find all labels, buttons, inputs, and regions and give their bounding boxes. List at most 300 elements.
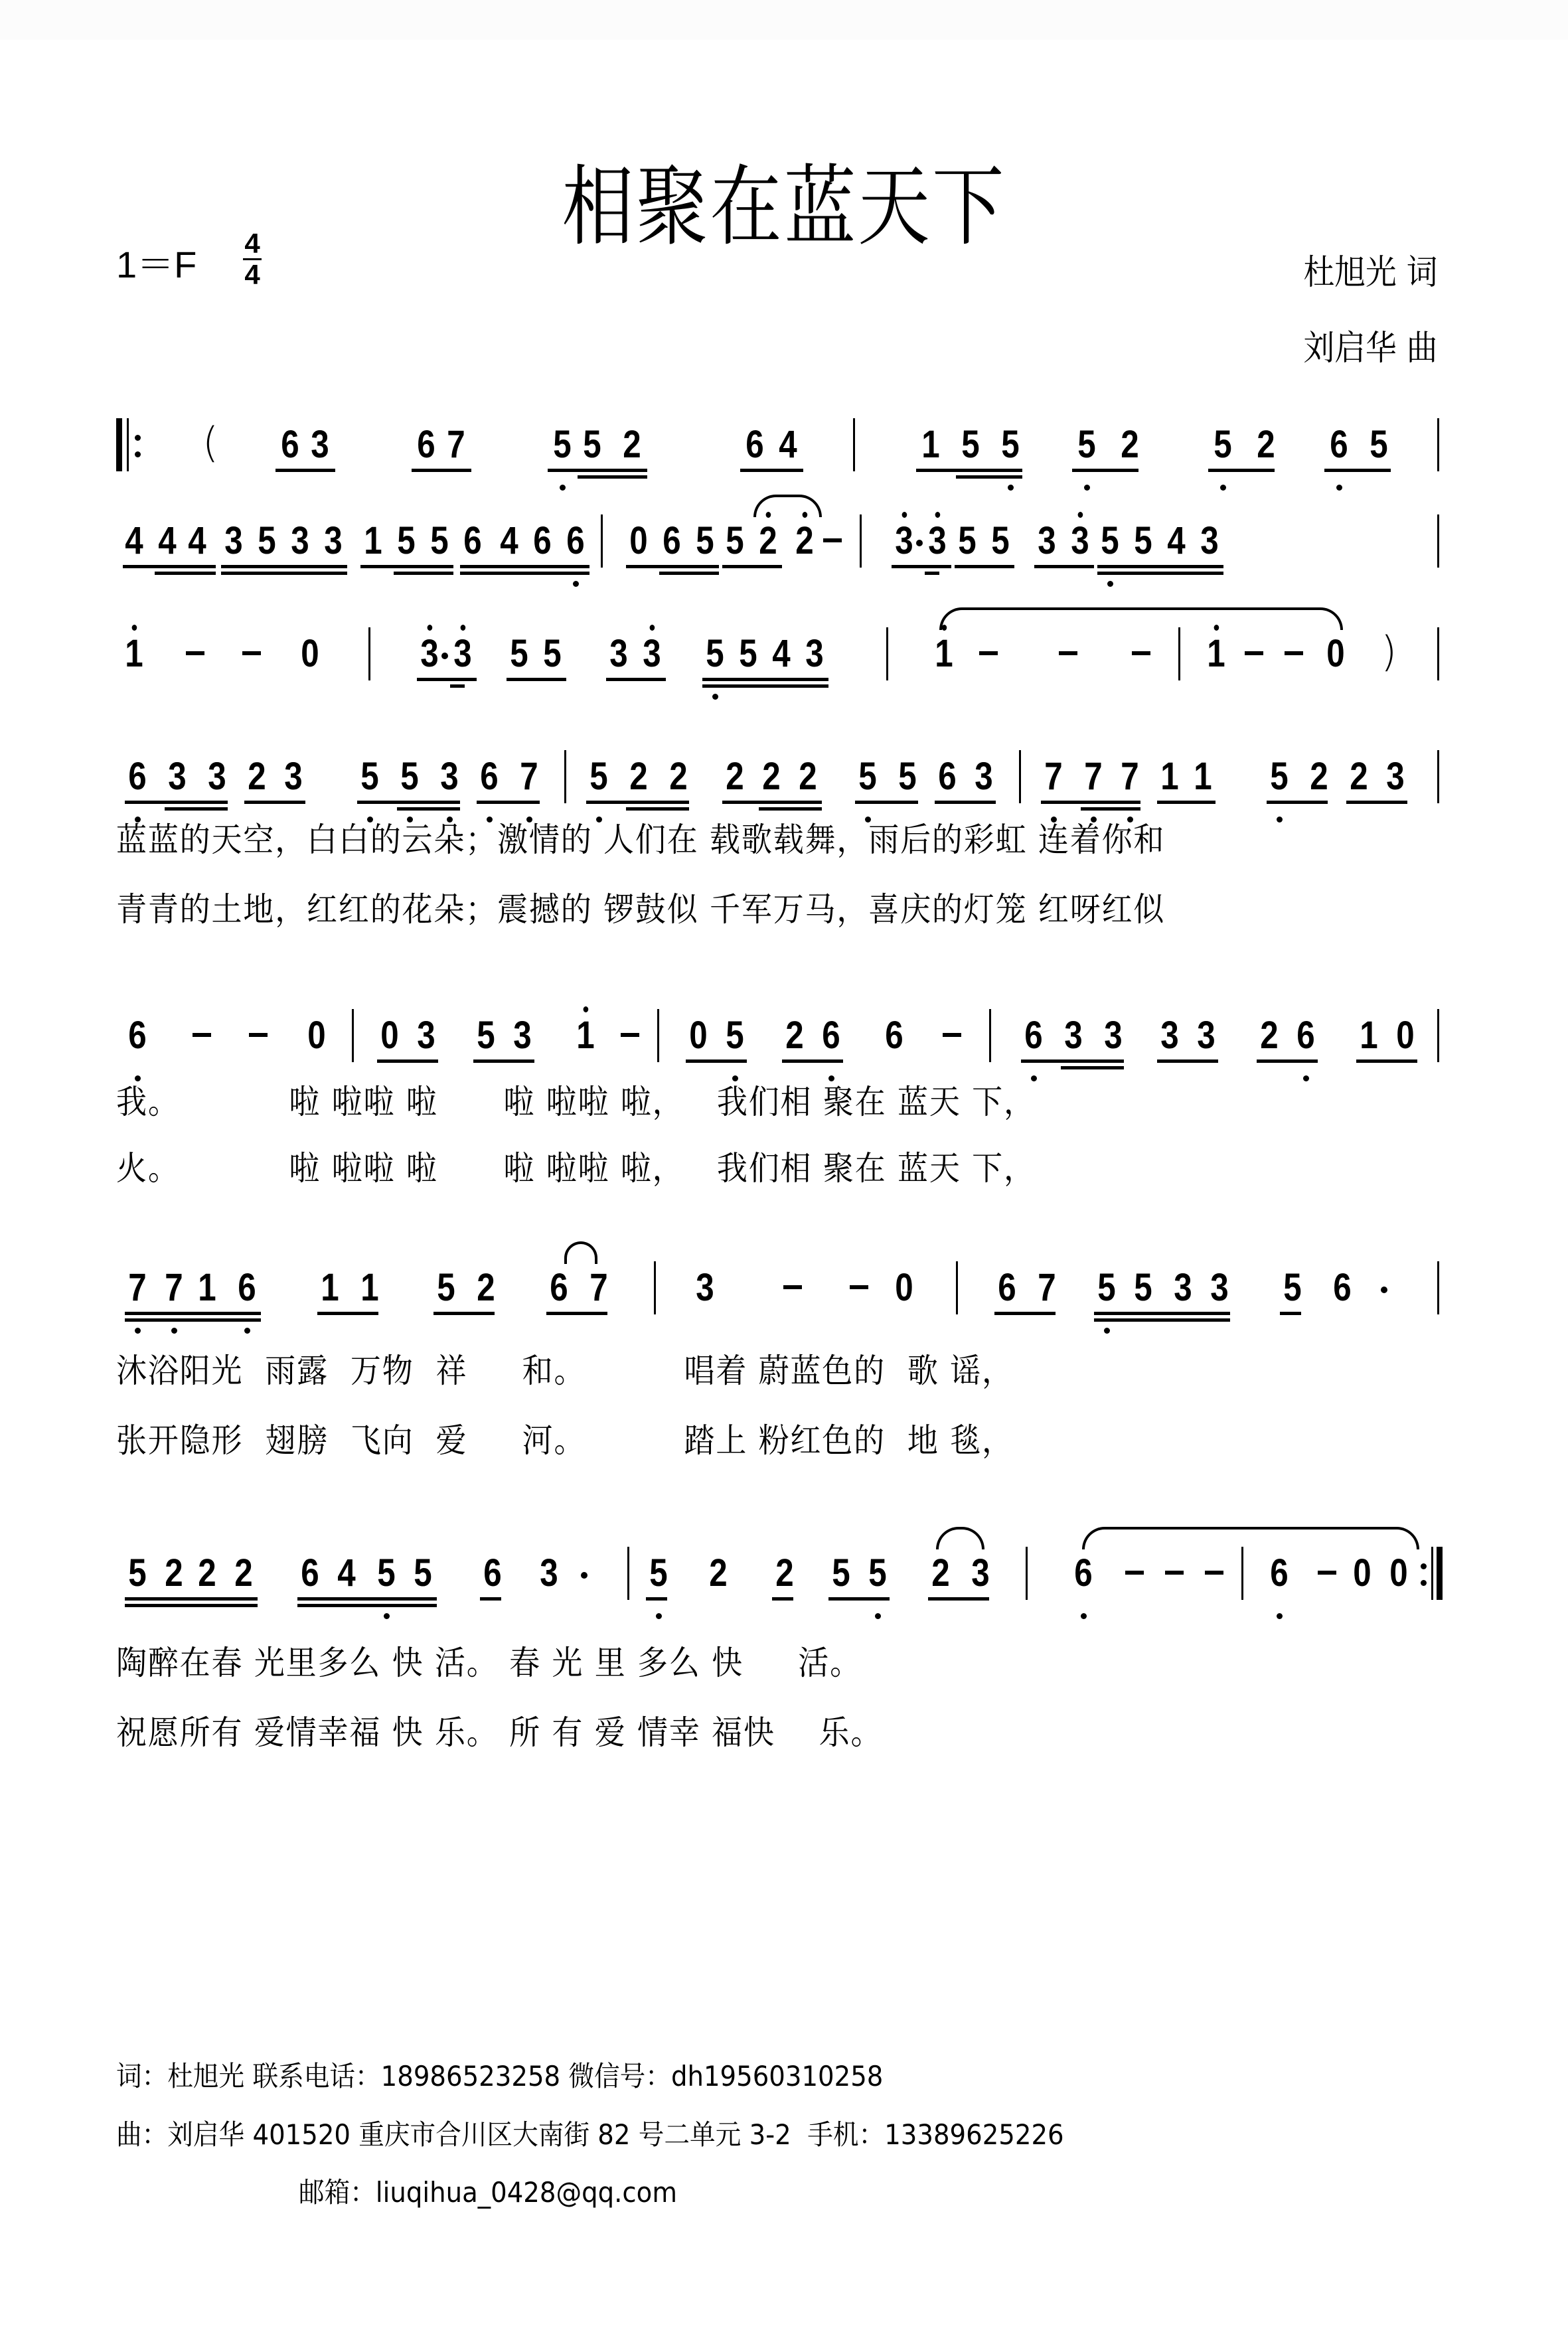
low-octave-dot-icon [1084,485,1090,491]
augmentation-dot-icon [1381,1287,1387,1293]
note: 5 [832,1551,850,1595]
note: 0 [301,632,319,675]
duration-underline [772,1597,793,1601]
note: 1 [360,1266,379,1309]
note: 3 [895,521,914,561]
low-octave-dot-icon [1277,1613,1283,1619]
note: 5 [128,1551,147,1595]
barline [1178,627,1180,680]
note: 5 [553,423,572,466]
barline [657,1009,659,1062]
note: 5 [1097,1266,1116,1309]
note: 7 [520,755,538,798]
key-signature: 1＝F [116,244,197,285]
duration-underline [244,801,305,804]
sustain-dash [943,1033,961,1037]
note: 5 [543,632,562,675]
note: 3 [420,634,439,674]
note: 1 [198,1266,216,1309]
note: 0 [1389,1551,1408,1595]
note: 7 [128,1266,147,1309]
close-paren: ) [1381,627,1397,676]
note: 2 [623,423,641,466]
note: 5 [397,519,416,562]
note: 5 [961,423,980,466]
barline [886,627,888,680]
open-paren: ( [202,418,219,467]
note: 3 [168,755,187,798]
low-octave-dot-icon [1081,1613,1087,1619]
time-signature [239,229,266,289]
low-octave-dot-icon [712,694,718,700]
note: 4 [500,519,518,562]
duration-underline [646,1597,667,1601]
duration-underline [1081,807,1140,811]
note: 3 [453,634,473,674]
barline [1437,1261,1439,1314]
note: 1 [935,634,954,674]
low-octave-dot-icon [1008,485,1014,491]
note: 4 [337,1551,356,1595]
note: 6 [483,1551,502,1595]
duration-underline [1257,1059,1318,1063]
note: 3 [696,1266,714,1309]
note: 3 [928,521,947,561]
note: 6 [566,519,585,562]
duration-underline [702,678,828,681]
repeat-thick-line [116,418,122,471]
note: 3 [971,1551,990,1595]
low-octave-dot-icon [1336,485,1342,491]
sustain-dash [1125,1571,1144,1575]
duration-underline [1157,1059,1218,1063]
note: 1 [1207,634,1226,674]
duration-underline [125,1604,258,1607]
duration-underline [125,801,228,804]
duration-underline [722,801,822,804]
barline [1437,750,1439,803]
note: 2 [198,1551,216,1595]
note: 5 [858,755,877,798]
repeat-dot-icon [1421,1580,1427,1586]
duration-underline [477,801,540,804]
duration-underline [626,807,689,811]
note: 3 [1104,1014,1123,1057]
note: 1 [576,1016,595,1056]
note: 2 [1350,755,1368,798]
sustain-dash [1132,651,1150,655]
barline [860,514,862,568]
footer-composer-contact: 曲：刘启华 401520 重庆市合川区大南街 82 号二单元 3-2 手机：13389625226 [116,2118,1064,2151]
duration-underline [155,572,216,575]
duration-underline [360,565,453,568]
note: 2 [709,1551,728,1595]
note: 2 [1257,423,1275,466]
lyric-line: 沐浴阳光 雨露 万物 祥 和。 唱着 蔚蓝色的 歌 谣， [116,1352,1014,1390]
note: 6 [822,1014,840,1057]
note: 3 [1197,1014,1215,1057]
duration-underline [275,469,335,472]
note: 1 [364,519,382,562]
note: 1 [1194,755,1212,798]
note: 1 [321,1266,339,1309]
note: 5 [1077,423,1096,466]
duration-underline [935,801,996,804]
note: 3 [311,423,329,466]
note: 0 [629,519,648,562]
duration-underline [221,565,347,568]
duration-underline [828,1597,890,1601]
note: 6 [238,1266,256,1309]
note: 0 [1326,632,1345,675]
low-octave-dot-icon [1104,1328,1110,1334]
note: 3 [291,519,309,562]
note: 3 [417,1014,435,1057]
note: 3 [1200,519,1219,562]
augmentation-dot-icon [581,1572,588,1579]
note: 0 [380,1014,399,1057]
duration-underline [417,678,477,681]
high-octave-dot-icon [1078,512,1083,518]
note: 3 [975,755,993,798]
low-octave-dot-icon [1303,1075,1309,1081]
duration-underline [357,801,460,804]
low-octave-dot-icon [1107,581,1113,587]
staff-row [116,607,1444,707]
note: 3 [609,632,628,675]
note: 6 [998,1266,1016,1309]
note: 3 [1210,1266,1229,1309]
note: 6 [128,755,147,798]
note: 3 [208,755,226,798]
note: 5 [377,1551,396,1595]
note: 5 [414,1551,432,1595]
duration-underline [606,678,666,681]
note: 5 [477,1014,495,1057]
note: 5 [437,1266,455,1309]
sustain-dash [1059,651,1077,655]
duration-underline [460,565,589,568]
duration-underline [892,565,951,568]
low-octave-dot-icon [1277,817,1283,823]
note: 2 [775,1551,794,1595]
high-octave-dot-icon [132,625,137,631]
duration-underline [377,1059,438,1063]
note: 2 [234,1551,253,1595]
note: 2 [165,1551,183,1595]
footer-lyricist-contact: 词：杜旭光 联系电话：18986523258 微信号：dh19560310258 [116,2060,884,2092]
note: 5 [1101,519,1119,562]
barline [956,1261,958,1314]
note: 4 [772,632,791,675]
duration-underline [855,801,918,804]
note: 5 [1370,423,1388,466]
low-octave-dot-icon [384,1613,390,1619]
note: 6 [663,519,681,562]
note: 6 [1330,423,1348,466]
note: 5 [258,519,276,562]
time-signature-bottom: 4 [244,259,260,290]
note: 5 [739,632,757,675]
note: 6 [480,755,499,798]
duration-underline [955,565,1014,568]
note: 5 [1214,423,1232,466]
high-octave-dot-icon [584,1006,589,1012]
duration-underline [586,801,689,804]
duration-underline [1324,469,1391,472]
duration-underline [507,678,566,681]
duration-underline [1094,1318,1230,1322]
duration-underline [297,1597,437,1601]
note: 5 [1270,755,1289,798]
low-octave-dot-icon [1220,485,1226,491]
duration-underline [782,1059,843,1063]
duration-underline [1072,469,1138,472]
note: 2 [477,1266,495,1309]
low-octave-dot-icon [135,1328,141,1334]
duration-underline [125,1597,258,1601]
barline [1437,514,1439,568]
barline [368,627,370,680]
duration-underline [994,1312,1056,1315]
low-octave-dot-icon [656,1613,662,1619]
note: 0 [895,1266,913,1309]
duration-underline [165,807,228,811]
duration-underline [1094,1312,1230,1315]
sustain-dash [249,1033,268,1037]
note: 4 [188,519,206,562]
note: 7 [447,423,465,466]
note: 6 [550,1266,568,1309]
lyric-line: 祝愿所有 爱情幸福 快 乐。 所 有 爱 情幸 福快 乐。 [116,1713,883,1752]
note: 1 [1160,755,1179,798]
augmentation-dot-icon [916,540,923,546]
note: 2 [795,521,815,561]
note: 5 [400,755,419,798]
repeat-thin-line [127,418,129,471]
high-octave-dot-icon [428,625,433,631]
note: 2 [248,755,266,798]
note: 4 [779,423,797,466]
note: 6 [938,755,957,798]
note: 5 [430,519,449,562]
note: 2 [759,521,778,561]
note: 5 [1134,519,1152,562]
note: 3 [1386,755,1405,798]
slur-tie-icon [753,495,822,517]
note: 5 [510,632,528,675]
note: 7 [1084,755,1103,798]
note: 3 [1174,1266,1192,1309]
note: 4 [158,519,177,562]
note: 6 [281,423,299,466]
duration-underline [1267,801,1328,804]
barline [1437,627,1439,680]
slur-tie-icon [936,1527,984,1549]
note: 1 [1360,1014,1378,1057]
note: 0 [307,1014,326,1057]
note: 2 [799,755,817,798]
duration-underline [759,807,822,811]
duration-underline [473,1059,534,1063]
page-title: 相聚在蓝天下 [562,156,1006,258]
barline [1437,418,1439,471]
repeat-dot-icon [135,451,141,457]
note: 3 [1038,519,1056,562]
note: 7 [1044,755,1063,798]
low-octave-dot-icon [171,1328,177,1334]
note: 2 [726,755,744,798]
duration-underline [722,565,782,568]
note: 6 [417,423,435,466]
lyric-line: 青青的土地，红红的花朵；震撼的 锣鼓似 千军万马，喜庆的灯笼 红呀红似 [116,890,1166,929]
lyric-line: 蓝蓝的天空，白白的云朵；激情的 人们在 载歌载舞，雨后的彩虹 连着你和 [116,821,1166,859]
low-octave-dot-icon [560,485,566,491]
note: 5 [649,1551,668,1595]
sustain-dash [979,651,998,655]
note: 5 [726,1014,744,1057]
sustain-dash [1165,1571,1184,1575]
note: 0 [1396,1014,1415,1057]
note: 3 [1064,1014,1083,1057]
note: 1 [921,423,940,466]
duration-underline [686,1059,747,1063]
barline [1019,750,1021,803]
duration-underline [626,565,719,568]
duration-underline [702,684,828,688]
note: 5 [898,755,917,798]
duration-underline [1061,1066,1124,1069]
staff-row [116,1241,1444,1341]
note: 2 [629,755,648,798]
staff-row [116,1527,1444,1626]
duration-underline [1097,565,1223,568]
high-octave-dot-icon [935,512,941,518]
note: 0 [1353,1551,1372,1595]
note: 7 [1038,1266,1056,1309]
staff-row [116,398,1444,498]
barline [1437,1009,1439,1062]
lyric-line: 火。 啦 啦啦 啦 啦 啦啦 啦， 我们相 聚在 蓝天 下， [116,1149,1036,1188]
duration-underline [460,572,589,575]
duration-underline [916,469,1022,472]
repeat-thin-line [1431,1547,1433,1600]
duration-underline [317,1312,378,1315]
high-octave-dot-icon [902,512,907,518]
slur-tie-icon [939,607,1343,630]
staff-row [116,989,1444,1089]
sustain-dash [242,651,261,655]
duration-underline [546,1312,607,1315]
note: 6 [301,1551,319,1595]
duration-underline [221,572,347,575]
duration-underline [412,469,471,472]
note: 4 [125,519,143,562]
note: 5 [991,519,1010,562]
note: 5 [726,519,744,562]
composer-credit: 刘启华 曲 [1303,329,1438,368]
barline [654,1261,656,1314]
note: 6 [1296,1014,1315,1057]
note: 3 [284,755,303,798]
barline [627,1547,629,1600]
note: 5 [696,519,714,562]
duration-underline [125,1312,261,1315]
lyric-line: 张开隐形 翅膀 飞向 爱 河。 踏上 粉红色的 地 毯， [116,1421,1014,1460]
note: 7 [1121,755,1139,798]
note: 3 [805,632,824,675]
sustain-dash [823,538,842,542]
slur-tie-icon [564,1241,597,1264]
barline [989,1009,991,1062]
duration-underline [1208,469,1275,472]
note: 6 [1074,1551,1093,1595]
duration-underline [1157,801,1215,804]
note: 5 [1001,423,1020,466]
sustain-dash [1245,651,1263,655]
sustain-dash [621,1033,639,1037]
sustain-dash [186,651,204,655]
note: 2 [669,755,688,798]
duration-underline [956,475,1022,479]
note: 2 [785,1014,804,1057]
note: 5 [583,423,601,466]
note: 2 [1260,1014,1279,1057]
lyric-line: 我。 啦 啦啦 啦 啦 啦啦 啦， 我们相 聚在 蓝天 下， [116,1083,1036,1121]
sustain-dash [1285,651,1303,655]
note: 6 [1270,1551,1289,1595]
note: 5 [1283,1266,1302,1309]
low-octave-dot-icon [875,1613,881,1619]
duration-underline [1021,1059,1124,1063]
note: 2 [1310,755,1328,798]
duration-underline [433,1312,495,1315]
duration-underline [740,469,803,472]
sustain-dash [1318,1571,1336,1575]
barline [564,750,566,803]
note: 1 [125,634,144,674]
duration-underline [928,1597,989,1601]
slur-tie-icon [1082,1527,1419,1549]
sustain-dash [783,1285,802,1289]
duration-underline [123,565,216,568]
note: 6 [885,1014,903,1057]
duration-underline [297,1604,437,1607]
barline [853,418,855,471]
note: 6 [1024,1014,1043,1057]
duration-underline [578,475,647,479]
high-octave-dot-icon [650,625,655,631]
sustain-dash [850,1285,868,1289]
barline [601,514,603,568]
staff-row [116,495,1444,594]
note: 5 [958,519,977,562]
note: 3 [440,755,459,798]
note: 5 [706,632,724,675]
note: 3 [1071,521,1090,561]
low-octave-dot-icon [573,581,579,587]
lyricist-credit: 杜旭光 词 [1303,253,1438,293]
repeat-thick-line [1437,1547,1443,1600]
note: 2 [762,755,781,798]
lyric-line: 陶醉在春 光里多么 快 活。 春 光 里 多么 快 活。 [116,1644,862,1682]
duration-underline [548,469,647,472]
note: 4 [1167,519,1186,562]
top-band [0,0,1568,40]
duration-underline [659,572,719,575]
note: 5 [1134,1266,1152,1309]
duration-underline [925,572,939,575]
